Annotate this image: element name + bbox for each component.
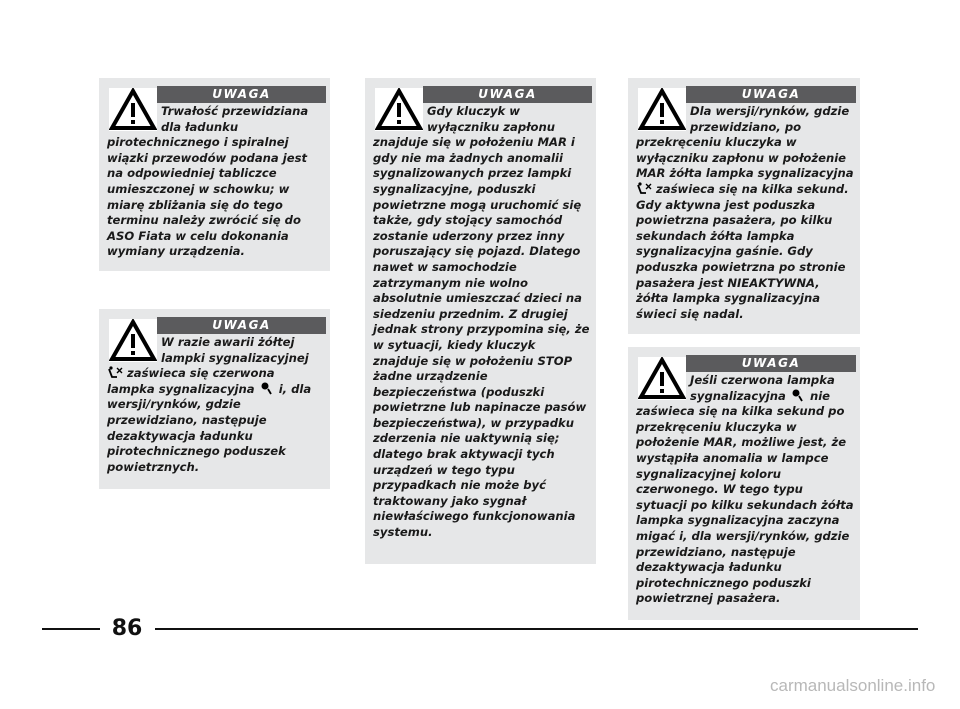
airbag-icon bbox=[259, 382, 275, 395]
footer-rule-left bbox=[42, 628, 100, 630]
note-body-continued: i, dla wersji/rynków, gdzie przewidziano, następuje dezaktywacja ładunku pirotechnicznego poduszek powietrznych. bbox=[107, 381, 312, 474]
footer-rule-right bbox=[155, 628, 918, 630]
note-body: znajduje się w położeniu MAR i gdy nie ma żadnych anomalii sygnalizowanych przez lampki sygnalizacyjne, poduszki powietrzne mogą uruchomić się także, gdy stojący samochód zostanie uderzony przez inny poruszający się pojazd. Dlatego nawet w samochodzie zatrzymanym nie wolno absolutnie umieszczać dzieci na siedzeniu przednim. Z drugiej jednak strony przypomina się, że w sytuacji, kiedy kluczyk znajduje się w położeniu STOP żadne urządzenie bezpieczeństwa (poduszki powietrzne lub napinacze pasów bezpieczeństwa), w przypadku zderzenia nie uaktywnią się; dlatego brak aktywacji tych urządzeń w tego typu przypadkach nie może być traktowany jako sygnał niewłaściwego funkcjonowania systemu. bbox=[373, 135, 590, 540]
note-lead-part: nie bbox=[809, 388, 831, 403]
passenger-airbag-off-icon bbox=[107, 366, 123, 379]
warning-note-4 bbox=[628, 78, 860, 334]
page-number: 86 bbox=[111, 616, 143, 641]
note-header: UWAGA bbox=[157, 317, 326, 334]
note-body: zaświeca się czerwona lampka sygnalizacyjna bbox=[107, 366, 275, 396]
note-body: pirotechnicznego i spiralnej wiązki przewodów podana jest na odpowiedniej tabliczce umieszczonej w schowku; w miarę zbliżania się do tego terminu należy zwrócić się do ASO Fiata w celu dokonania wymiany urządzenia. bbox=[107, 135, 308, 259]
note-header: UWAGA bbox=[686, 86, 856, 103]
note-text bbox=[373, 104, 590, 541]
warning-note-3 bbox=[365, 78, 596, 564]
note-lead: Trwałość przewidziana dla ładunku bbox=[161, 104, 309, 134]
note-lead: W razie awarii żółtej lampki sygnalizacyjnej bbox=[161, 335, 309, 365]
warning-note-2 bbox=[99, 309, 330, 489]
note-body: przekręceniu kluczyka w wyłączniku zapłonu w położenie MAR żółta lampka sygnalizacyjna bbox=[636, 135, 854, 181]
note-text bbox=[107, 104, 324, 260]
airbag-icon bbox=[790, 389, 806, 402]
note-text bbox=[107, 335, 324, 475]
note-header: UWAGA bbox=[423, 86, 592, 103]
warning-note-1 bbox=[99, 78, 330, 271]
note-body: zaświeca się na kilka sekund po przekręceniu kluczyka w położenie MAR, możliwe jest, że wystąpiła anomalia w lampce sygnalizacyjnej koloru czerwonego. W tego typu sytuacji po kilku sekundach żółta lampka sygnalizacyjna zaczyna migać i, dla wersji/rynków, gdzie przewidziano, następuje dezaktywacja ładunku pirotechnicznego poduszki powietrznej pasażera. bbox=[636, 404, 854, 606]
watermark: carmanualsonline.info bbox=[770, 676, 936, 695]
note-header: UWAGA bbox=[686, 355, 856, 372]
note-lead: Dla wersji/rynków, gdzie przewidziano, po bbox=[690, 104, 850, 134]
passenger-airbag-off-icon bbox=[636, 182, 652, 195]
note-lead bbox=[636, 373, 854, 404]
note-lead: Gdy kluczyk w wyłączniku zapłonu bbox=[427, 104, 555, 134]
note-body-continued: zaświeca się na kilka sekund. Gdy aktywna jest poduszka powietrzna pasażera, po kilku sekundach żółta lampka sygnalizacyjna gaśnie. Gdy poduszka powietrzna po stronie pasażera jest NIEAKTYWNA, żółta lampka sygnalizacyjna świeci się nadal. bbox=[636, 181, 849, 321]
note-lead-part: Jeśli czerwona lampka sygnalizacyjna bbox=[690, 373, 835, 403]
note-text bbox=[636, 104, 854, 322]
note-text bbox=[636, 373, 854, 607]
note-header: UWAGA bbox=[157, 86, 326, 103]
warning-note-5 bbox=[628, 347, 860, 620]
